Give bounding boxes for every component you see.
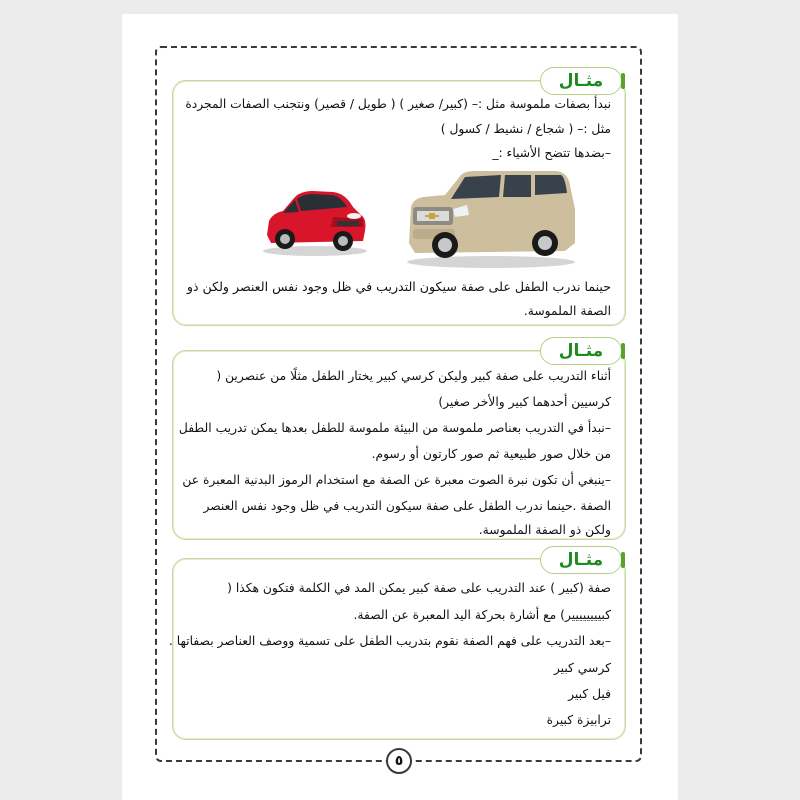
example-label-2 bbox=[540, 337, 622, 365]
example-label-text-2: مثـال bbox=[558, 341, 604, 361]
example-box-1 bbox=[172, 80, 626, 326]
example2-line-5: –ينبغي أن تكون نبرة الصوت معبرة عن الصفة مع استخدام الرموز البدنية المعبرة عن bbox=[182, 473, 611, 487]
example2-line-7: ولكن ذو الصفة الملموسة. bbox=[478, 523, 611, 537]
example2-line-6: الصفة .حينما ندرب الطفل على صفة سيكون التدريب في ظل وجود نفس العنصر bbox=[203, 499, 611, 513]
example1-line-3: –بضدها تتضح الأشياء :_ bbox=[492, 146, 611, 160]
example3-line-2: كبيييييييير) مع أشارة بحركة اليد المعبرة عن الصفة. bbox=[353, 608, 611, 622]
example1-line-1: نبدأ بصفات ملموسة مثل :– (كبير/ صغير ) ( طويل / قصير) ونتجنب الصفات المجردة bbox=[185, 97, 611, 111]
example-label-1 bbox=[540, 67, 622, 95]
small-car-image bbox=[261, 187, 369, 257]
example-box-3 bbox=[168, 558, 626, 740]
example1-line-2: مثل :– ( شجاع / نشيط / كسول ) bbox=[440, 122, 611, 136]
example-box-2 bbox=[172, 350, 626, 540]
example-label-3 bbox=[540, 546, 622, 574]
example2-line-2: كرسيين أحدهما كبير والأخر صغير) bbox=[438, 395, 611, 409]
tag-accent-bar bbox=[621, 343, 625, 359]
example2-line-3: –نبدأ في التدريب بعناصر ملموسة من البيئة ملموسة للطفل بعدها يمكن تدريب الطفل bbox=[178, 421, 611, 435]
tag-accent-bar bbox=[621, 73, 625, 89]
example-label-text-1: مثـال bbox=[558, 71, 604, 91]
example2-line-4: من خلال صور طبيعية ثم صور كارتون أو رسوم. bbox=[371, 447, 611, 461]
example2-line-1: أثناء التدريب على صفة كبير وليكن كرسي كبير يختار الطفل مثلًا من عنصرين ( bbox=[216, 369, 611, 383]
example3-line-1: صفة (كبير ) عند التدريب على صفة كبير يمكن المد في الكلمة فتكون هكذا ( bbox=[227, 581, 611, 595]
example3-line-5: فيل كبير bbox=[568, 687, 611, 701]
page-number: ٥ bbox=[386, 748, 412, 774]
example3-line-3: –بعد التدريب على فهم الصفة نقوم بتدريب الطفل على تسمية ووصف العناصر بصفاتها . bbox=[168, 634, 611, 648]
example3-line-4: كرسي كبير bbox=[553, 661, 611, 675]
tag-accent-bar bbox=[621, 552, 625, 568]
example1-caption-line-2: الصفة الملموسة. bbox=[523, 304, 611, 318]
example-label-text-3: مثـال bbox=[558, 550, 604, 570]
suv-image bbox=[405, 169, 577, 269]
example1-caption-line-1: حينما ندرب الطفل على صفة سيكون التدريب في ظل وجود نفس العنصر ولكن ذو bbox=[186, 279, 611, 294]
example3-line-6: ترابيزة كبيرة bbox=[546, 713, 611, 727]
